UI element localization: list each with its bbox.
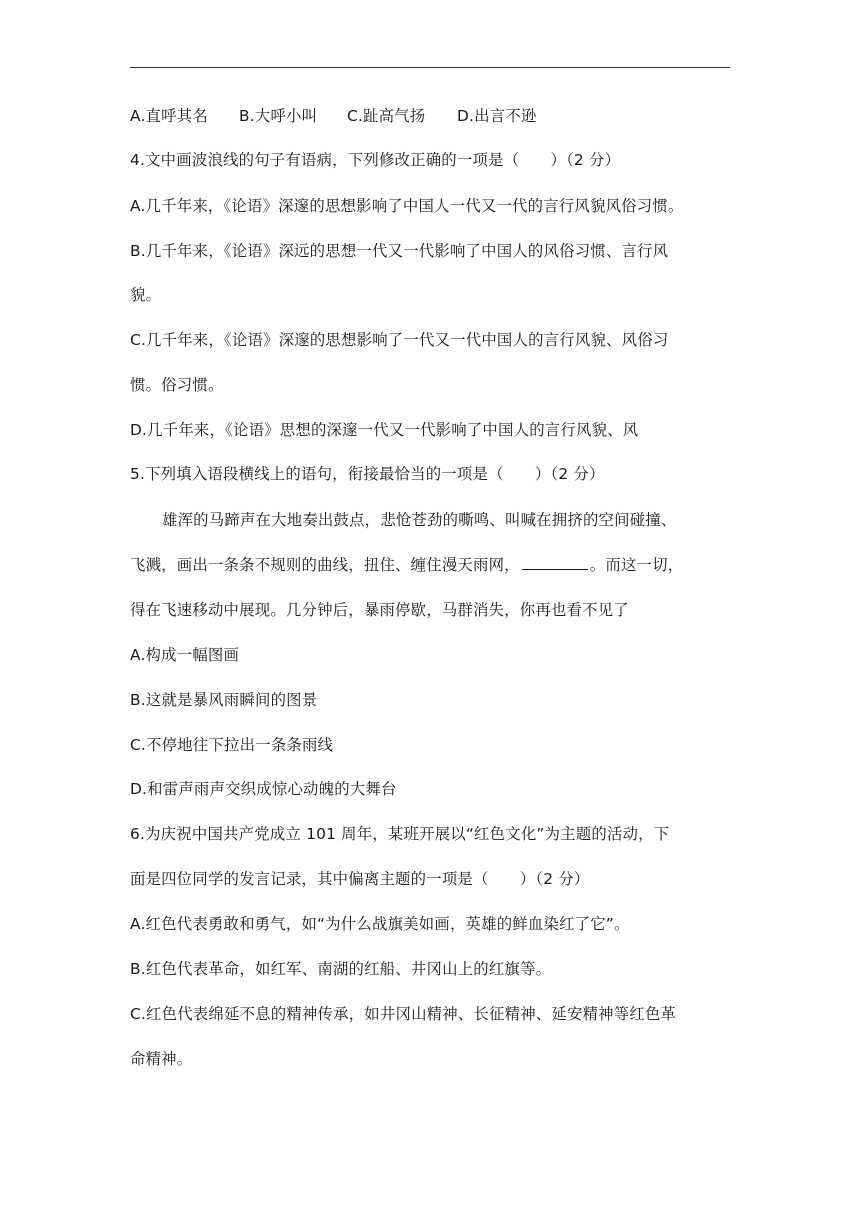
q4-option-c-line2: 惯。俗习惯。 [130, 376, 224, 394]
header-rule [130, 67, 730, 68]
q3-option-b: B.大呼小叫 [239, 107, 318, 125]
q5-option-d: D.和雷声雨声交织成惊心动魄的大舞台 [130, 780, 397, 798]
q5-passage-line3: 得在飞速移动中展现。几分钟后，暴雨停歇，马群消失，你再也看不见了 [130, 601, 629, 619]
q3-option-a: A.直呼其名 [130, 107, 208, 125]
q6-option-a: A.红色代表勇敢和勇气，如“为什么战旗美如画，英雄的鲜血染红了它”。 [130, 915, 630, 933]
q5-option-b: B.这就是暴风雨瞬间的图景 [130, 691, 318, 709]
q4-option-a: A.几千年来，《论语》深邃的思想影响了中国人一代又一代的言行风貌风俗习惯。 [130, 197, 684, 215]
q4-stem: 4.文中画波浪线的句子有语病，下列修改正确的一项是（ ）（2 分） [130, 151, 621, 169]
q5-passage-line1: 雄浑的马蹄声在大地奏出鼓点，悲怆苍劲的嘶鸣、叫喊在拥挤的空间碰撞、 [162, 511, 677, 529]
q4-option-b-line1: B.几千年来，《论语》深远的思想一代又一代影响了中国人的风俗习惯、言行风 [130, 242, 669, 260]
q5-option-a: A.构成一幅图画 [130, 646, 240, 664]
q6-stem-line2: 面是四位同学的发言记录，其中偏离主题的一项是（ ）（2 分） [130, 870, 590, 888]
q3-options [130, 105, 732, 127]
q6-option-c-line2: 命精神。 [130, 1050, 193, 1068]
q5-answer-blank [522, 555, 588, 570]
q4-option-d: D.几千年来，《论语》思想的深邃一代又一代影响了中国人的言行风貌、风 [130, 421, 639, 439]
q6-option-c-line1: C.红色代表绵延不息的精神传承，如井冈山精神、长征精神、延安精神等红色革 [130, 1005, 677, 1023]
q3-option-c: C.趾高气扬 [347, 107, 426, 125]
q4-option-b-line2: 貌。 [130, 286, 162, 304]
q6-option-b: B.红色代表革命，如红军、南湖的红船、井冈山上的红旗等。 [130, 960, 552, 978]
q4-option-c-line1: C.几千年来，《论语》深邃的思想影响了一代又一代中国人的言行风貌、风俗习 [130, 331, 669, 349]
q5-passage-line2-start: 飞溅，画出一条条不规则的曲线，扭住、缠住漫天雨网， [130, 556, 520, 574]
q5-option-c: C.不停地往下拉出一条条雨线 [130, 736, 334, 754]
q3-option-d: D.出言不逊 [457, 107, 537, 125]
q6-stem-line1: 6.为庆祝中国共产党成立 101 周年，某班开展以“红色文化”为主题的活动，下 [130, 825, 670, 843]
q5-stem: 5.下列填入语段横线上的语句，衔接最恰当的一项是（ ）（2 分） [130, 465, 605, 483]
q5-passage-line2-end: 。而这一切， [589, 556, 684, 574]
q5-passage-line2 [130, 554, 732, 576]
